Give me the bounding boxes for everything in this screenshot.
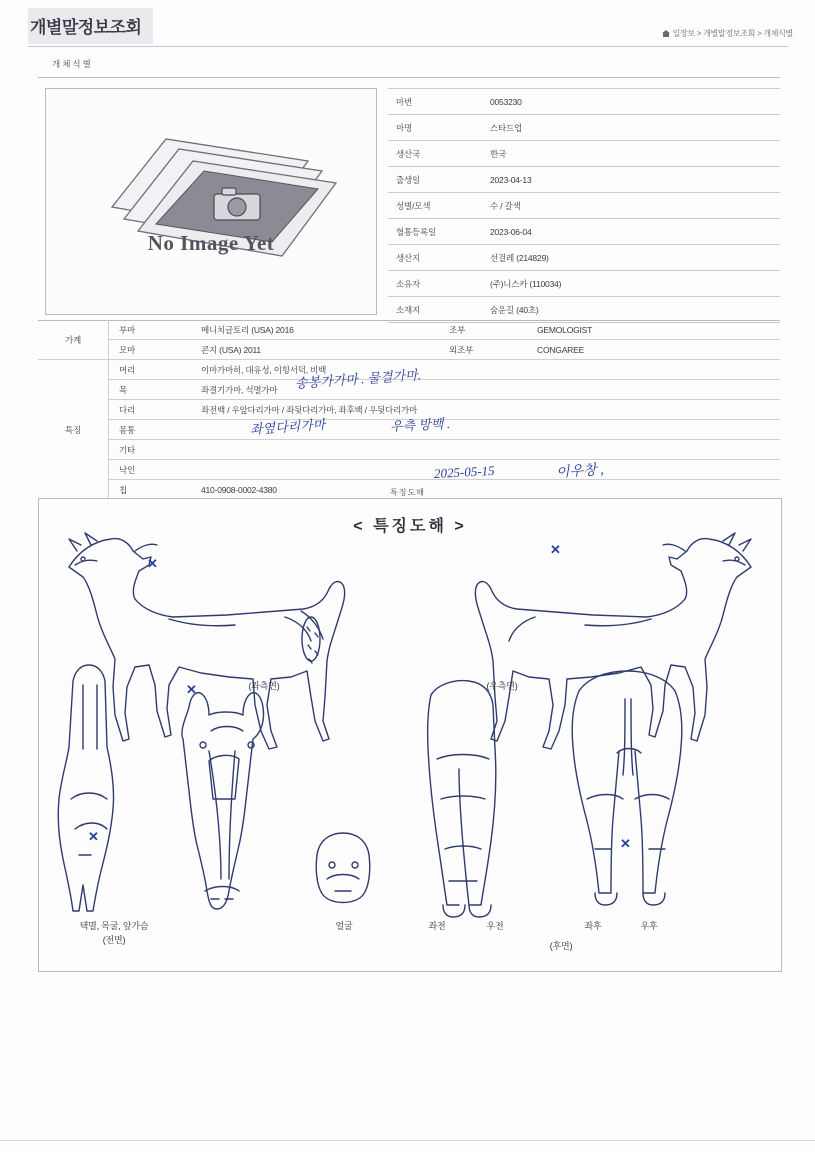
pedigree-key: 부마 (109, 320, 198, 340)
feature-value: 이마가마히, 대유성, 이힝서덕, 비백 (197, 360, 780, 380)
table-row (388, 89, 780, 115)
caption-left-hind: 좌후 (584, 921, 602, 931)
feature-key: 머리 (109, 360, 198, 380)
feature-value: 좌전백 / 우앞다리가마 / 좌뒷다리가마, 좌후백 / 우뒷다리가마 (197, 400, 780, 420)
pedigree-key: 모마 (109, 340, 198, 360)
no-image-text: No Image Yet (147, 231, 275, 255)
handwritten-date: 2025-05-15 (433, 462, 495, 481)
info-key: 소유자 (388, 271, 482, 297)
page-title: 개별말정보조회 (30, 18, 142, 37)
info-key: 출생일 (388, 167, 482, 193)
page-header (0, 0, 815, 46)
table-row (388, 245, 780, 271)
caption-right-side: (우측면) (486, 681, 518, 691)
info-value: 숨운길 (40초) (482, 297, 780, 323)
info-key: 생산지 (388, 245, 482, 271)
feature-key: 다리 (109, 400, 198, 420)
feature-value: 좌결기가마, 석멸가마 (197, 380, 780, 400)
horse-photo-placeholder (45, 88, 377, 315)
handwritten-note: 좌옆다리가마 (249, 416, 326, 437)
info-value: 0053230 (482, 89, 780, 115)
table-row (388, 193, 780, 219)
pedigree-value2: CONGAREE (533, 340, 780, 360)
feature-group-label: 특징 (38, 360, 109, 500)
info-value: 선걸레 (214829) (482, 245, 780, 271)
pedigree-key2: 조부 (445, 320, 533, 340)
handwritten-signature: 이우창 , (555, 462, 605, 481)
table-row (388, 115, 780, 141)
table-row (388, 141, 780, 167)
table-row (388, 271, 780, 297)
breadcrumb-text: 일장보 > 개별말정보조회 > 개체식별 (672, 29, 793, 38)
info-value: 2023-06-04 (482, 219, 780, 245)
section-label: 개체식별 (52, 59, 93, 69)
table-row (388, 167, 780, 193)
caption-left-side: (좌측면) (248, 681, 280, 691)
page-title-box (28, 8, 153, 44)
info-value: 스타드업 (482, 115, 780, 141)
diagram-section-label: 특징도해 (390, 488, 425, 497)
feature-key: 낙인 (109, 460, 198, 480)
caption-rear-view: (후면) (549, 941, 573, 951)
mark-x: ✕ (620, 836, 631, 851)
handwritten-note: 송봉가가마 . 물결가마. (294, 367, 422, 391)
info-key: 소재지 (388, 297, 482, 323)
info-key: 혈통등록일 (388, 219, 482, 245)
caption-face: 얼굴 (335, 921, 353, 931)
mark-x: ✕ (550, 542, 561, 557)
table-row (388, 297, 780, 323)
pedigree-group-label: 가계 (38, 320, 109, 360)
feature-value: 410-0908-0002-4380 (197, 480, 780, 500)
caption-right-hind: 우후 (640, 921, 658, 931)
info-key: 마명 (388, 115, 482, 141)
feature-key: 목 (109, 380, 198, 400)
pedigree-value2: GEMOLOGIST (533, 320, 780, 340)
mark-x: ✕ (88, 829, 99, 844)
table-row (388, 219, 780, 245)
pedigree-feature-table (38, 320, 780, 500)
home-icon (662, 30, 670, 37)
info-key: 생산국 (388, 141, 482, 167)
info-key: 성별/모색 (388, 193, 482, 219)
table-row (38, 440, 780, 460)
section-rule (38, 77, 780, 78)
caption-right-fore: 우전 (486, 921, 504, 931)
pedigree-value: 콘지 (USA) 2011 (197, 340, 445, 360)
info-key: 마번 (388, 89, 482, 115)
caption-front-parts: 택멸, 목굴, 앞가슴 (79, 921, 149, 931)
handwritten-note: 우측 방백 . (389, 415, 451, 434)
feature-key: 칩 (109, 480, 198, 500)
footer-rule (0, 1140, 815, 1141)
horse-info-table (388, 88, 780, 323)
caption-left-fore: 좌전 (428, 921, 446, 931)
breadcrumb[interactable] (662, 28, 793, 39)
feature-key: 몸통 (109, 420, 198, 440)
info-value: 수 / 갈색 (482, 193, 780, 219)
pedigree-key2: 외조부 (445, 340, 533, 360)
diagram-title: < 특징도해 > (353, 518, 467, 535)
photo-stack-icon (46, 89, 376, 314)
info-value: 한국 (482, 141, 780, 167)
caption-front-view: (전면) (102, 935, 126, 945)
info-value: (주)니스카 (110034) (482, 271, 780, 297)
table-row (38, 320, 780, 340)
header-rule (28, 46, 788, 47)
info-value: 2023-04-13 (482, 167, 780, 193)
table-row (38, 340, 780, 360)
mark-x: ✕ (186, 682, 197, 697)
table-row (38, 460, 780, 480)
feature-value (197, 440, 780, 460)
mark-x: ✕ (147, 556, 158, 571)
feature-key: 기타 (109, 440, 198, 460)
pedigree-value: 메니치글토리 (USA) 2016 (197, 320, 445, 340)
